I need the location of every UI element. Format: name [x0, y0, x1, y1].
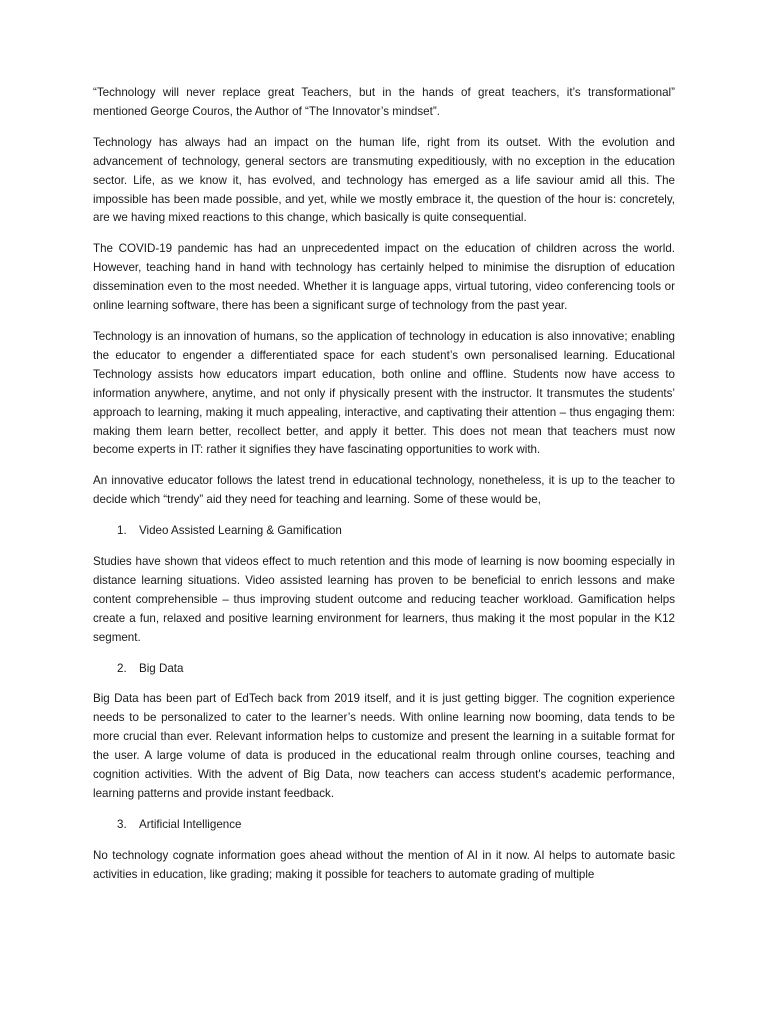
- intro-paragraph: Technology has always had an impact on the human life, right from its outset. With the evolution and advancement of technology, general sectors are transmuting expeditiously, with no exception in the education sector. Life, as we know it, has evolved, and technology has emerged as a life saviour amid all this. The impossible has been made possible, and yet, while we mostly embrace it, the question of the hour is: concretely, are we having mixed reactions to this change, which basically is quite consequential.: [93, 135, 675, 225]
- list-number: 1.: [117, 524, 127, 538]
- covid-paragraph: The COVID-19 pandemic has had an unprecedented impact on the education of children across the world. However, teaching hand in hand with technology has certainly helped to minimise the disruption of education dissemination even to the most needed. Whether it is language apps, virtual tutoring, video conferencing tools or online learning software, there has been a significant surge of technology from the past year.: [93, 242, 675, 313]
- video-learning-paragraph: Studies have shown that videos effect to much retention and this mode of learning is now booming especially in distance learning situations. Video assisted learning has proven to be beneficial to enrich lessons and make content comprehensible – thus improving student outcome and reducing teacher workload. Gamification helps create a fun, relaxed and positive learning environment for learners, thus making it the most popular in the K12 segment.: [93, 555, 675, 644]
- list-item-big-data: [93, 660, 675, 679]
- list-item-ai: [93, 816, 675, 835]
- document-page: [93, 84, 675, 897]
- list-heading: Artificial Intelligence: [139, 817, 242, 831]
- list-heading: Big Data: [139, 661, 184, 675]
- ai-paragraph: No technology cognate information goes ahead without the mention of AI in it now. AI helps to automate basic activities in education, like grading; making it possible for teachers to automate grading of multiple: [93, 848, 675, 881]
- list-item-video-learning: [93, 522, 675, 541]
- innovation-paragraph: Technology is an innovation of humans, so the application of technology in education is also innovative; enabling the educator to engender a differentiated space for each student’s own personalised learning. Educational Technology assists how educators impart education, both online and offline. Students now have access to information anywhere, anytime, and not only if physically present with the instructor. It transmutes the students’ approach to learning, making it much appealing, interactive, and captivating their attention – thus engaging them: making them learn better, recollect better, and apply it better. This does not mean that teachers must now become experts in IT: rather it signifies they have fascinating opportunities to work with.: [93, 329, 675, 457]
- quote-paragraph: “Technology will never replace great Teachers, but in the hands of great teachers, it’s transformational” mentioned George Couros, the Author of “The Innovator’s mindset”.: [93, 86, 675, 118]
- list-number: 3.: [117, 817, 127, 831]
- list-number: 2.: [117, 661, 127, 675]
- trend-paragraph: An innovative educator follows the latest trend in educational technology, nonetheless, it is up to the teacher to decide which “trendy” aid they need for teaching and learning. Some of these would be,: [93, 474, 675, 507]
- list-heading: Video Assisted Learning & Gamification: [139, 524, 342, 538]
- big-data-paragraph: Big Data has been part of EdTech back from 2019 itself, and it is just getting bigger. The cognition experience needs to be personalized to cater to the learner’s needs. With online learning now booming, data tends to be more crucial than ever. Relevant information helps to customize and present the learning in a suitable format for the user. A large volume of data is produced in the educational realm through online courses, teaching and cognition activities. With the advent of Big Data, now teachers can access student's academic performance, learning patterns and provide instant feedback.: [93, 692, 675, 800]
